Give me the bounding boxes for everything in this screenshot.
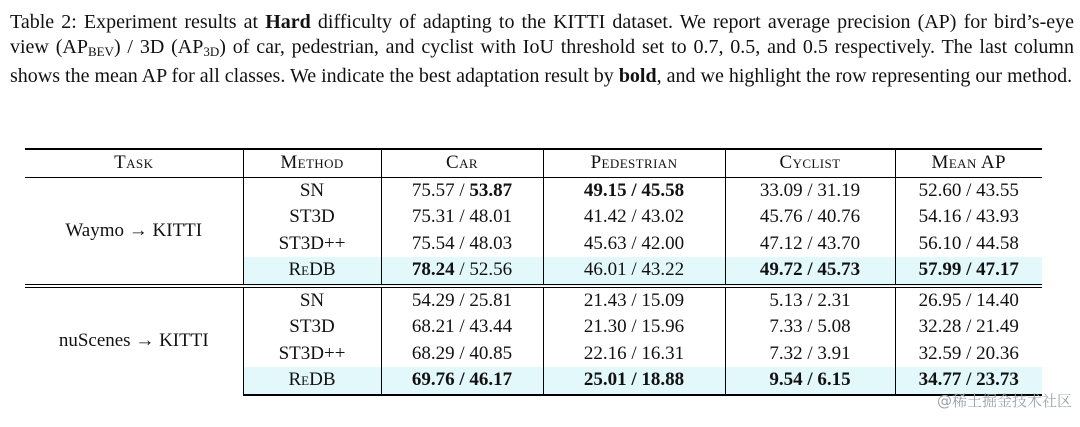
bev-value: 69.76 [411,369,455,391]
value-separator: / [802,289,818,311]
value-separator: / [454,316,470,338]
ap3d-value: 48.03 [469,232,513,254]
header-mean-ap: Mean AP [895,149,1042,177]
value-cell [381,177,543,204]
ap3d-value: 42.00 [641,232,685,254]
value-separator: / [626,342,642,364]
ap3d-value: 43.44 [469,316,513,338]
value-separator: / [454,289,470,311]
task-cell: nuScenes → KITTI [25,286,243,395]
ap3d-value: 53.87 [469,179,513,201]
method-cell: ST3D [243,204,381,231]
bev-value: 54.29 [411,289,455,311]
ap3d-value: 43.22 [641,259,685,281]
value-cell [725,231,895,258]
caption-text: , and we highlight the row representing our method. [656,65,1073,87]
bev-value: 54.16 [918,206,962,228]
value-cell [895,204,1042,231]
caption-subscript-3d: 3D [203,44,220,59]
value-cell [543,286,725,315]
value-separator: / [961,232,977,254]
value-cell [381,341,543,368]
method-cell: ST3D++ [243,231,381,258]
value-separator: / [626,206,642,228]
watermark: @稀土掘金技术社区 [936,392,1072,410]
value-cell [381,257,543,286]
value-separator: / [802,369,818,391]
ap3d-value: 47.17 [976,259,1019,281]
value-cell [895,314,1042,341]
ap3d-value: 52.56 [469,259,513,281]
caption-bold-difficulty: Hard [265,11,311,33]
value-separator: / [626,259,642,281]
value-cell [543,341,725,368]
bev-value: 75.54 [411,232,455,254]
value-cell [725,177,895,204]
value-separator: / [802,259,818,281]
table-caption [10,10,1074,89]
table-row [25,177,1042,204]
value-separator: / [961,289,977,311]
method-cell: SN [243,177,381,204]
value-separator: / [961,316,977,338]
ap3d-value: 25.81 [469,289,513,311]
caption-text: ) of car, pedestrian, and cyclist with IoU threshold set to 0.7, 0.5, and 0.5 respectively. The last column shows the mean AP for all classes. We indicate the best adaptation result by [10,36,1074,87]
value-cell [381,231,543,258]
ap3d-value: 43.70 [817,232,861,254]
value-separator: / [626,316,642,338]
value-separator: / [802,206,818,228]
header-car: Car [381,149,543,177]
method-cell: ReDB [243,367,381,395]
ap3d-value: 40.76 [817,206,861,228]
value-separator: / [454,206,470,228]
caption-subscript-bev: BEV [87,44,114,59]
header-row [25,149,1042,177]
bev-value: 68.21 [411,316,455,338]
ap3d-value: 16.31 [641,342,685,364]
bev-value: 22.16 [583,342,627,364]
value-cell [895,257,1042,286]
ap3d-value: 15.09 [641,289,685,311]
ap3d-value: 23.73 [976,369,1019,391]
value-separator: / [802,179,818,201]
bev-value: 41.42 [583,206,627,228]
bev-value: 25.01 [583,369,627,391]
bev-value: 26.95 [918,289,962,311]
value-separator: / [626,369,642,391]
value-separator: / [961,369,977,391]
bev-value: 21.43 [583,289,627,311]
bev-value: 5.13 [769,289,803,311]
value-cell [381,314,543,341]
value-cell [725,204,895,231]
value-separator: / [802,316,818,338]
value-separator: / [961,206,977,228]
ap3d-value: 43.02 [641,206,685,228]
value-cell [543,367,725,395]
value-separator: / [454,369,470,391]
ap3d-value: 40.85 [469,342,513,364]
bev-value: 52.60 [918,179,962,201]
bev-value: 57.99 [918,259,962,281]
ap3d-value: 45.58 [641,179,685,201]
value-separator: / [961,342,977,364]
value-separator: / [802,232,818,254]
bev-value: 49.72 [759,259,803,281]
header-method: Method [243,149,381,177]
value-cell [543,204,725,231]
caption-bold-word: bold [618,65,657,87]
table-row [25,286,1042,315]
bev-value: 78.24 [411,259,455,281]
value-cell [895,286,1042,315]
bev-value: 34.77 [918,369,962,391]
method-cell: SN [243,286,381,315]
bev-value: 75.57 [411,179,455,201]
ap3d-value: 48.01 [469,206,513,228]
bev-value: 32.28 [918,316,962,338]
value-separator: / [454,232,470,254]
value-separator: / [626,179,642,201]
bev-value: 45.63 [583,232,627,254]
header-pedestrian: Pedestrian [543,149,725,177]
value-cell [381,367,543,395]
task-cell: Waymo → KITTI [25,177,243,286]
ap3d-value: 18.88 [641,369,685,391]
results-table [25,148,1042,396]
ap3d-value: 15.96 [641,316,685,338]
bev-value: 33.09 [759,179,803,201]
ap3d-value: 45.73 [817,259,861,281]
bev-value: 7.32 [769,342,803,364]
value-cell [543,231,725,258]
value-separator: / [454,342,470,364]
value-separator: / [454,179,470,201]
value-cell [725,257,895,286]
value-cell [725,341,895,368]
bev-value: 68.29 [411,342,455,364]
ap3d-value: 21.49 [976,316,1019,338]
bev-value: 21.30 [583,316,627,338]
bev-value: 56.10 [918,232,962,254]
method-cell: ST3D [243,314,381,341]
ap3d-value: 3.91 [817,342,851,364]
ap3d-value: 43.93 [976,206,1019,228]
value-cell [725,367,895,395]
header-cyclist: Cyclist [725,149,895,177]
value-cell [725,314,895,341]
bev-value: 75.31 [411,206,455,228]
value-separator: / [454,259,470,281]
ap3d-value: 43.55 [976,179,1019,201]
caption-text: ) / 3D (AP [113,36,204,58]
bev-value: 47.12 [759,232,803,254]
ap3d-value: 20.36 [976,342,1019,364]
value-cell [895,341,1042,368]
bev-value: 32.59 [918,342,962,364]
method-cell: ReDB [243,257,381,286]
method-cell: ST3D++ [243,341,381,368]
value-cell [381,286,543,315]
value-cell [895,177,1042,204]
header-task: Task [25,149,243,177]
bev-value: 45.76 [759,206,803,228]
value-separator: / [802,342,818,364]
value-cell [543,314,725,341]
ap3d-value: 6.15 [817,369,851,391]
ap3d-value: 2.31 [817,289,851,311]
ap3d-value: 14.40 [976,289,1019,311]
value-cell [895,231,1042,258]
value-separator: / [626,289,642,311]
value-separator: / [961,179,977,201]
ap3d-value: 31.19 [817,179,861,201]
value-cell [381,204,543,231]
caption-text: difficulty of adapting to the KITTI dataset. We report average precision (AP) for bird’s-eye view (AP [10,11,1074,58]
ap3d-value: 44.58 [976,232,1019,254]
value-cell [543,177,725,204]
ap3d-value: 46.17 [469,369,513,391]
bev-value: 46.01 [583,259,627,281]
value-cell [725,286,895,315]
bev-value: 9.54 [769,369,803,391]
value-separator: / [626,232,642,254]
value-cell [543,257,725,286]
bev-value: 49.15 [583,179,627,201]
bev-value: 7.33 [769,316,803,338]
value-separator: / [961,259,977,281]
caption-text: Table 2: Experiment results at [10,11,266,33]
ap3d-value: 5.08 [817,316,851,338]
